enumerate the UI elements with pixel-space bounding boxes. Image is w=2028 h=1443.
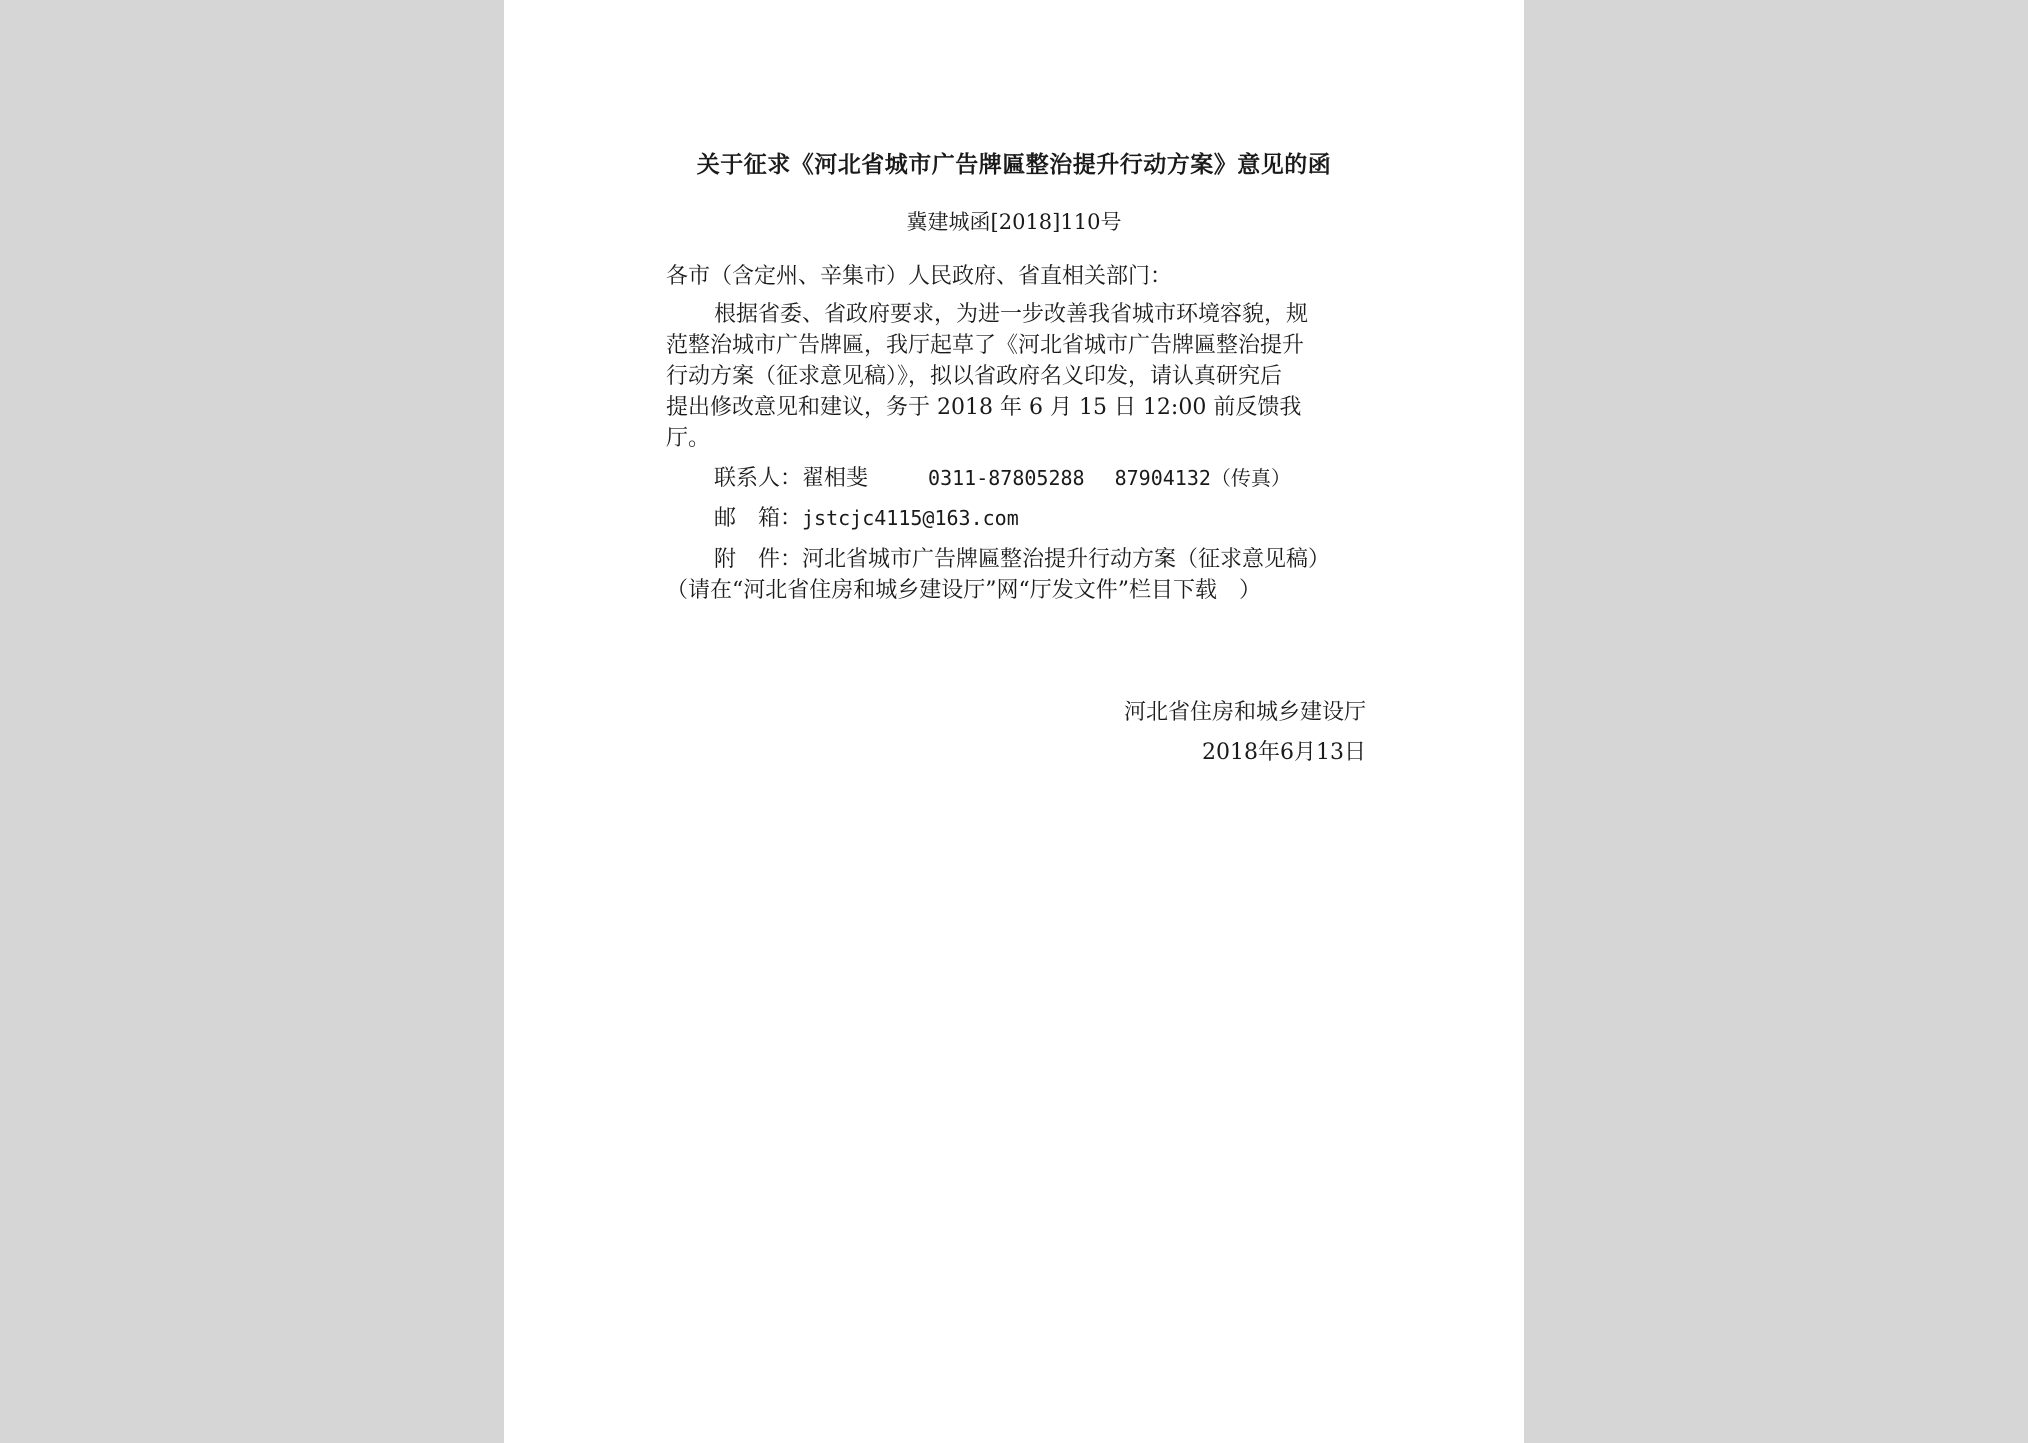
email-label: 邮 箱： bbox=[714, 506, 803, 531]
attachment-note: （请在“河北省住房和城乡建设厅”网“厅发文件”栏目下载 ） bbox=[666, 578, 1261, 603]
email-line bbox=[666, 503, 1426, 534]
contact-name: 翟相斐 bbox=[802, 466, 869, 491]
body-line: 行动方案（征求意见稿）》，拟以省政府名义印发，请认真研究后 bbox=[666, 364, 1283, 389]
attachment-label: 附 件： bbox=[714, 547, 803, 572]
document-title: 关于征求《河北省城市广告牌匾整治提升行动方案》意见的函 bbox=[696, 151, 1332, 178]
body-line: 提出修改意见和建议，务于 2018 年 6 月 15 日 12:00 前反馈我 bbox=[666, 395, 1302, 420]
body-line: 厅。 bbox=[666, 426, 711, 451]
document-page bbox=[504, 0, 1524, 1443]
contact-line bbox=[666, 463, 1426, 494]
signature-organization: 河北省住房和城乡建设厅 bbox=[1123, 700, 1366, 725]
body-line: 范整治城市广告牌匾，我厅起草了《河北省城市广告牌匾整治提升 bbox=[666, 333, 1305, 358]
attachment-title: 河北省城市广告牌匾整治提升行动方案（征求意见稿） bbox=[802, 547, 1331, 572]
salutation: 各市（含定州、辛集市）人民政府、省直相关部门： bbox=[666, 264, 1173, 289]
attachment-line bbox=[666, 544, 1378, 575]
document-number: 冀建城函[2018]110号 bbox=[906, 210, 1122, 234]
signature-date: 2018年6月13日 bbox=[1202, 740, 1366, 765]
contact-phone: 0311-87805288 bbox=[928, 466, 1085, 490]
body-line: 根据省委、省政府要求，为进一步改善我省城市环境容貌，规 bbox=[714, 302, 1309, 327]
body-paragraph bbox=[666, 299, 1378, 454]
attachment-block bbox=[666, 544, 1378, 606]
contact-fax: 87904132（传真） bbox=[1114, 466, 1291, 490]
contact-label: 联系人： bbox=[714, 466, 803, 491]
email-address: jstcjc4115@163.com bbox=[802, 506, 1019, 530]
